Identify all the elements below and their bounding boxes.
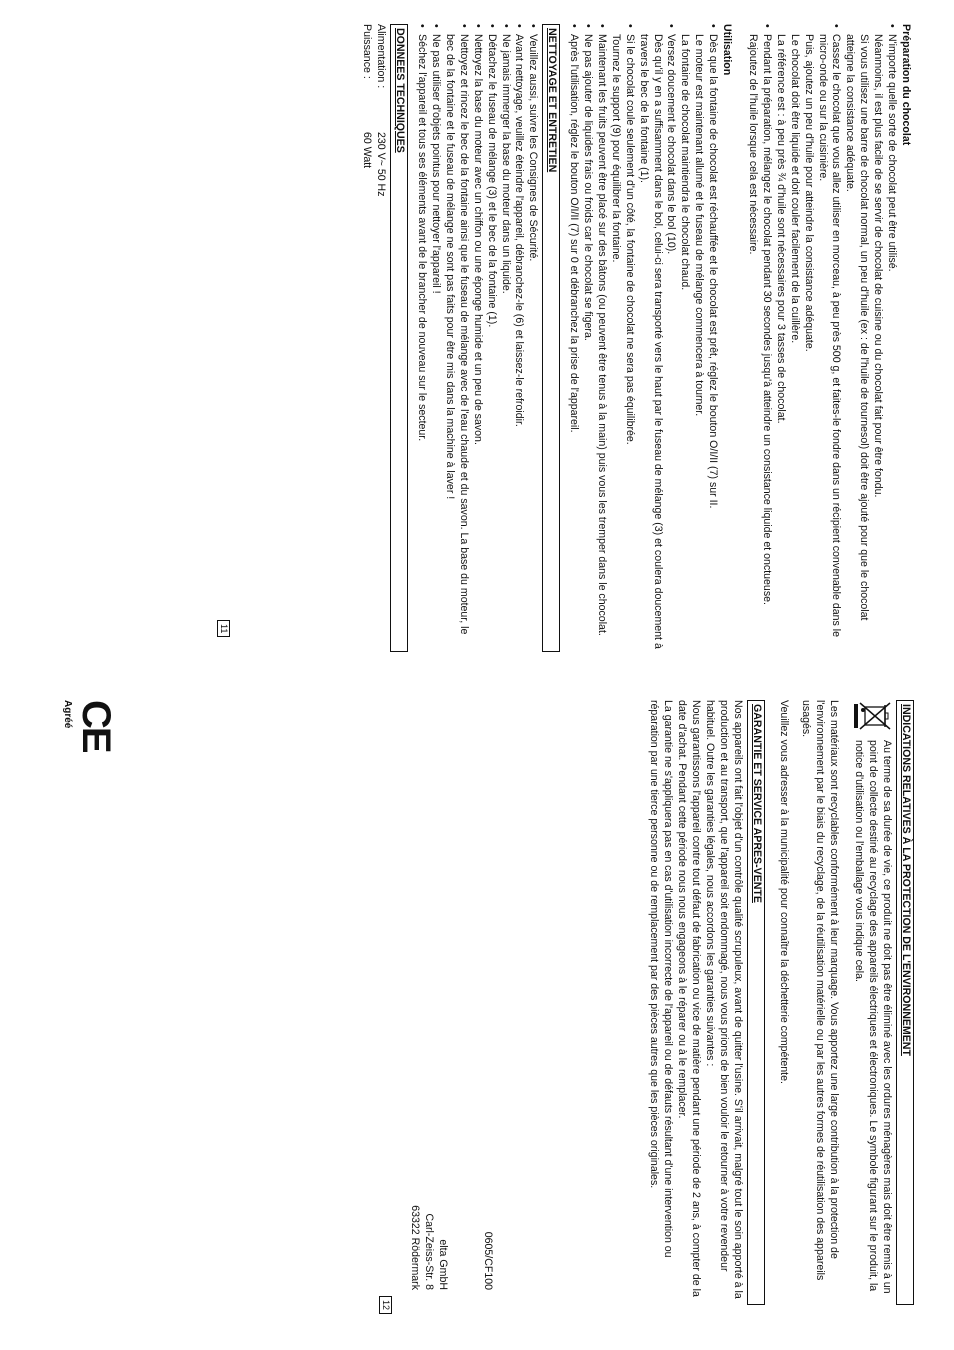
doc-code-block — [480, 1200, 494, 1290]
warranty-paragraph: Nos appareils ont fait l'objet d'un contrôle qualité scrupuleux, avant de quitter l'usine. S'il arrivait, malgré tout le soin apporté à la production et au transport, que l'appareil soit endommagé, nous vous prions de bien vouloir le retourner à votre revendeur habituel. Outre les garanties légales, nous accordons les garanties suivantes : — [703, 700, 744, 1299]
prep-list — [745, 24, 898, 652]
right-column — [646, 700, 914, 1305]
ce-caption: Agréé — [62, 700, 73, 729]
weee-block — [848, 700, 893, 1305]
list-item: • Nettoyez et rincez le bec de la fontaine ainsi que le fuseau de mélange avec de l'eau chaude et du savon. La base du moteur, le bec de la fontaine et le fuseau de mélange ne sont pas faits pour être mis dans la machine à laver ! — [442, 24, 470, 652]
list-item: • Après l'utilisation, réglez le bouton O/I/II (7) sur 0 et débranchez la prise de l'appareil. — [566, 24, 580, 652]
list-item: • Ne pas utiliser d'objets pointus pour nettoyer l'appareil ! — [428, 24, 442, 652]
weee-crossed-bin-icon — [848, 700, 893, 732]
env-paragraph: Au terme de sa durée de vie, ce produit ne doit pas être éliminé avec les ordures ménagères mais doit être remis à un point de collecte destiné au recyclage des appareils électriques et électroniques. Le symbole figurant sur le produit, la notice d'utilisation ou l'emballage vous indique cela. — [853, 740, 894, 1294]
list-item: • Si le chocolat coule seulement d'un côté, la fontaine de chocolat ne sera pas équilibrée. Tournez le support (9) pour équilibrer la fontaine. — [608, 24, 636, 652]
company-address: elta GmbH Carl-Zeiss-Str. 8 63322 Rödermark — [409, 1205, 449, 1290]
warranty-heading: GARANTIE ET SERVICE APRES-VENTE — [747, 700, 765, 1305]
env-paragraph: Veuillez vous adresser à la municipalité pour connaître la déchetterie compétente. — [778, 700, 791, 1084]
list-item: • Maintenant les fruits peuvent être placé sur des bâtons (ou peuvent être tenus à la main) puis vous les tremper dans le chocolat. — [594, 24, 608, 652]
list-item: • Avant nettoyage, veuillez éteindre l'appareil, débranchez-le (6) et laissez-le refroidir. — [512, 24, 526, 652]
doc-code: 0605/CF100 — [482, 1231, 494, 1290]
usage-list — [566, 24, 719, 652]
list-item: • Veuillez aussi, suivre les Consignes de Sécurité. — [525, 24, 539, 652]
ce-mark-icon: CE Agréé — [62, 700, 118, 752]
list-item: • Pendant la préparation, mélangez le chocolat pendant 30 secondes jusqu'à atteindre un consistance liquide et onctueuse. Rajoutez de l'huile lorsque cela est nécessaire. — [745, 24, 773, 652]
list-item: • Nettoyez la base du moteur avec un chiffon ou une éponge humide et un peu de savon. — [470, 24, 484, 652]
page-number: 11 — [217, 620, 230, 637]
list-item: • Ne pas ajouter de liquides frais ou froids car le chocolat se figera. — [580, 24, 594, 652]
list-item: • N'importe quelle sorte de chocolat peut être utilisé. Néanmoins, il est plus facile de se servir de chocolat de cuisine ou du chocolat fait pour être fondu. Si vous utilisez une barre de chocolat normal, un peu d'huile (ex : de l'huile de tournesol) doit être ajouté pour que le chocolat atteigne la consistance adéquate. — [842, 24, 898, 652]
list-item: • Versez doucement le chocolat dans le bol (10). Dès qu'il y en a suffisamment dans le bol, celui-ci sera transporté vers le haut par le fuseau de mélange (3) et coulera doucement à travers le bec de la fontaine (1). — [636, 24, 678, 652]
warranty-paragraph: La garantie ne s'appliquera pas en cas d'utilisation incorrecte de l'appareil ou de défauts résultant d'une intervention ou réparation par une tierce personne ou de remplacement par des pièces autres que les pièces originales. — [648, 700, 675, 1258]
usage-title: Utilisation — [721, 24, 734, 76]
tech-row: Alimentation : 230 V~ 50 Hz — [375, 24, 388, 197]
page-number: 12 — [379, 1296, 392, 1314]
list-item: • Dès que la fontaine de chocolat est réchauffée et le chocolat est prêt, réglez le bouton O/I/II (7) sur II. Le moteur est maintenant allumé et le fuseau de mélange commencera à tourner. La fontaine de chocolat maintiendra le chocolat chaud. — [678, 24, 720, 652]
tech-heading: DONNEES TECHNIQUES — [390, 24, 408, 652]
list-item: • Détachez le fuseau de mélange (3) et le bec de la fontaine (1). — [484, 24, 498, 652]
list-item: • Séchez l'appareil et tous ses éléments avant de le brancher de nouveau sur le secteur. — [414, 24, 428, 652]
page-12 — [62, 700, 914, 1312]
tech-row: Puissance : 60 Watt — [361, 24, 374, 169]
env-paragraph: Les matériaux sont recyclables conformément à leur marquage. Vous apportez une large contribution à la protection de l'environnement par le biais du recyclage, de la réutilisation matérielle ou par les autres formes de réutilisation des appareils usagés. — [800, 700, 841, 1281]
cleaning-list — [414, 24, 539, 652]
left-column — [359, 24, 914, 652]
env-heading: INDICATIONS RELATIVES À LA PROTECTION DE L'ENVIRONNEMENT — [896, 700, 914, 1305]
list-item: • Ne jamais immerger la base du moteur dans un liquide. — [498, 24, 512, 652]
warranty-paragraph: Nous garantissons l'appareil contre tout défaut de fabrication ou vice de matière pendant une période de 2 ans, à compter de la date d'achat. Pendant cette période nous nous engageons à le réparer ou à le remplacer. — [676, 700, 702, 1297]
cleaning-heading: NETTOYAGE ET ENTRETIEN — [542, 24, 560, 652]
page-11 — [188, 24, 914, 652]
prep-title: Préparation du chocolat — [900, 24, 912, 146]
list-item: • Cassez le chocolat que vous allez utiliser en morceau, à peu près 500 g, et faites-le fondre dans un récipient convenable dans le micro-onde ou sur la cuisinière. Puis, ajoutez un peu d'huile pour atteindre la consistance adéquate. Le chocolat doit être liquide et doit couler facilement de la cuillère. La référence est : à peu près ¾ d'huile sont nécessaires pour 3 tasses de chocolat. — [773, 24, 843, 652]
